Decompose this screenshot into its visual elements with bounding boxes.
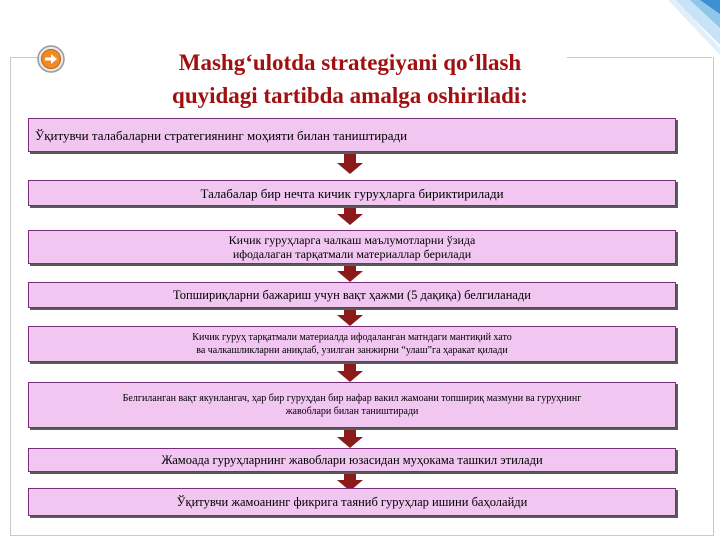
arrow-circle-icon: [36, 44, 66, 74]
step-5-text-line2: ва чалкашликларни аниқлаб, узилган занжирни “улаш”га ҳаракат қилади: [196, 345, 508, 356]
step-4-box: [28, 282, 676, 308]
down-arrow-icon: [335, 362, 365, 382]
step-2-text: Талабалар бир нечта кичик гуруҳларга бириктирилади: [200, 185, 504, 201]
step-3-text-line2: ифодалаган тарқатмали материаллар берилади: [232, 247, 472, 261]
step-5-text-line1: Кичик гуруҳ тарқатмали материалда ифодаланган матндаги мантиқий хато: [192, 332, 512, 343]
step-3-box: [28, 230, 676, 264]
step-8-box: [28, 488, 676, 516]
title-line-1: Mashg‘ulotda strategiyani qo‘llash: [178, 50, 522, 75]
step-5-box: [28, 326, 676, 362]
down-arrow-icon: [335, 154, 365, 174]
page-title: [110, 46, 590, 112]
step-1-text: Ўқитувчи талабаларни стратегиянинг моҳияти билан таништиради: [35, 127, 408, 143]
step-2-box: [28, 180, 676, 206]
step-7-text: Жамоада гуруҳларнинг жавоблари юзасидан муҳокама ташкил этилади: [161, 452, 543, 467]
step-3-text-line1: Кичик гуруҳларга чалкаш маълумотларни ўзида: [228, 233, 476, 247]
title-line-2: quyidagi tartibda amalga oshiriladi:: [172, 83, 528, 108]
down-arrow-icon: [335, 205, 365, 225]
step-1-box: [28, 118, 676, 152]
step-4-text: Топшириқларни бажариш учун вақт ҳажми (5 дақиқа) белгиланади: [173, 287, 531, 302]
down-arrow-icon: [335, 306, 365, 326]
step-7-box: [28, 448, 676, 472]
step-6-text-line2: жавоблари билан таништиради: [285, 406, 419, 417]
step-6-text-line1: Белгиланган вақт якунлангач, ҳар бир гуруҳдан бир нафар вакил жамоани топшириқ мазмуни ва гуруҳнинг: [122, 393, 582, 404]
step-6-box: [28, 382, 676, 428]
down-arrow-icon: [335, 428, 365, 448]
corner-decoration-icon: [600, 0, 720, 60]
down-arrow-icon: [335, 262, 365, 282]
step-8-text: Ўқитувчи жамоанинг фикрига таяниб гуруҳлар ишини баҳолайди: [176, 494, 528, 509]
